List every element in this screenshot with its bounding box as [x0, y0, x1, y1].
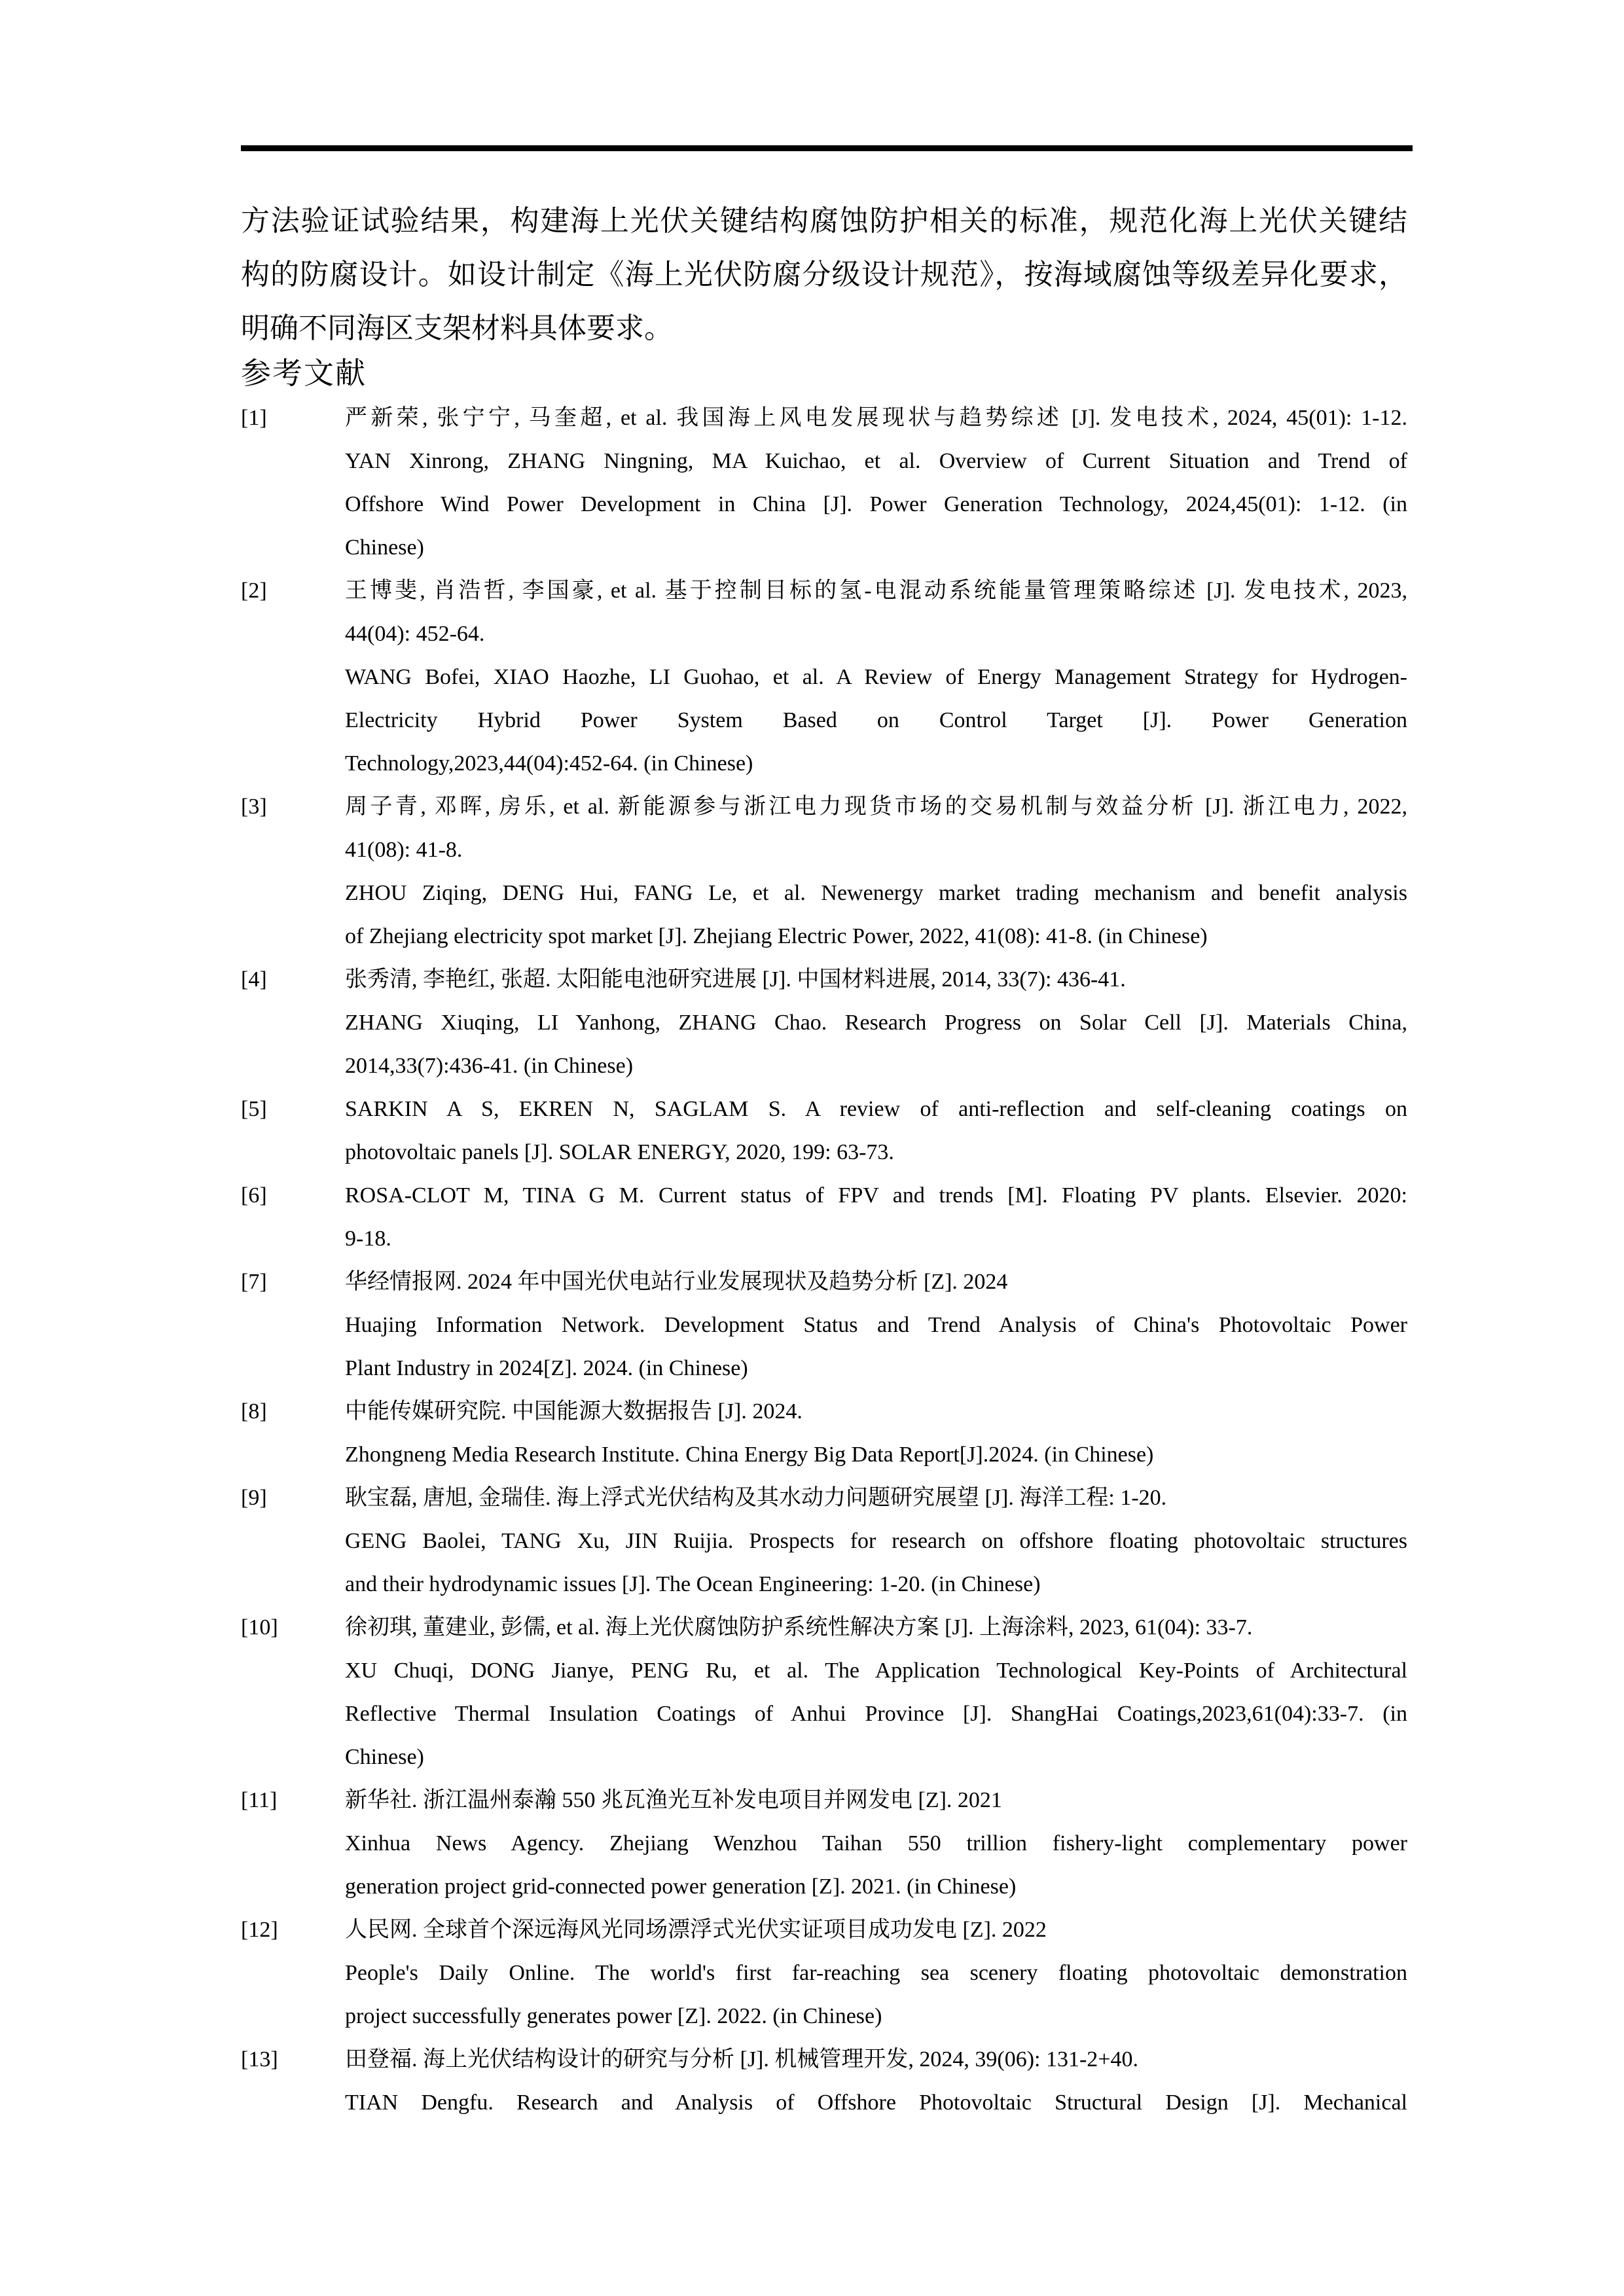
reference-entry — [241, 1390, 1407, 1477]
reference-entry — [241, 1088, 1407, 1174]
reference-number: [8] — [241, 1399, 267, 1424]
reference-entry — [241, 1779, 1407, 1909]
reference-line: 张秀清, 李艳红, 张超. 太阳能电池研究进展 [J]. 中国材料进展, 2014, 33(7): 436-41. — [345, 967, 1126, 992]
reference-text — [345, 785, 1407, 958]
reference-entry — [241, 1909, 1407, 2038]
reference-line: GENG Baolei, TANG Xu, JIN Ruijia. Prospects for research on offshore floating photovoltaic structures — [345, 1529, 1407, 1553]
reference-line: 9-18. — [345, 1227, 391, 1251]
reference-line: XU Chuqi, DONG Jianye, PENG Ru, et al. The Application Technological Key-Points of Architectural — [345, 1659, 1407, 1683]
reference-line: Plant Industry in 2024[Z]. 2024. (in Chinese) — [345, 1356, 748, 1380]
reference-line: and their hydrodynamic issues [J]. The Ocean Engineering: 1-20. (in Chinese) — [345, 1572, 1041, 1596]
reference-line: SARKIN A S, EKREN N, SAGLAM S. A review of anti-reflection and self-cleaning coatings on — [345, 1097, 1407, 1121]
reference-number: [13] — [241, 2047, 278, 2072]
reference-text — [345, 1174, 1407, 1261]
reference-line: 44(04): 452-64. — [345, 622, 485, 646]
reference-line: 人民网. 全球首个深远海风光同场漂浮式光伏实证项目成功发电 [Z]. 2022 — [345, 1918, 1047, 1942]
reference-number: [1] — [241, 406, 267, 430]
reference-line: 严新荣, 张宁宁, 马奎超, et al. 我国海上风电发展现状与趋势综述 [J]. 发电技术, 2024, 45(01): 1-12. — [345, 406, 1407, 430]
reference-line: 41(08): 41-8. — [345, 838, 463, 862]
reference-number: [3] — [241, 795, 267, 819]
reference-text — [345, 1261, 1407, 1390]
reference-line: of Zhejiang electricity spot market [J]. Zhejiang Electric Power, 2022, 41(08): 41-8. (in Chinese) — [345, 924, 1208, 948]
reference-number: [6] — [241, 1183, 267, 1208]
reference-entry — [241, 958, 1407, 1088]
reference-line: generation project grid-connected power generation [Z]. 2021. (in Chinese) — [345, 1874, 1017, 1899]
reference-entry — [241, 1261, 1407, 1390]
reference-number: [7] — [241, 1270, 267, 1294]
paragraph-line: 方法验证试验结果，构建海上光伏关键结构腐蚀防护相关的标准，规范化海上光伏关键结 — [241, 205, 1407, 237]
reference-line: 徐初琪, 董建业, 彭儒, et al. 海上光伏腐蚀防护系统性解决方案 [J]. 上海涂料, 2023, 61(04): 33-7. — [345, 1615, 1253, 1640]
reference-number: [4] — [241, 967, 267, 992]
reference-entry — [241, 785, 1407, 958]
reference-line: 耿宝磊, 唐旭, 金瑞佳. 海上浮式光伏结构及其水动力问题研究展望 [J]. 海洋工程: 1-20. — [345, 1486, 1167, 1510]
paragraph-line: 明确不同海区支架材料具体要求。 — [241, 312, 673, 344]
reference-number: [9] — [241, 1486, 267, 1510]
reference-text — [345, 958, 1407, 1088]
reference-line: WANG Bofei, XIAO Haozhe, LI Guohao, et al. A Review of Energy Management Strategy for Hydrogen- — [345, 665, 1407, 689]
reference-number: [10] — [241, 1615, 278, 1640]
reference-line: Xinhua News Agency. Zhejiang Wenzhou Taihan 550 trillion fishery-light complementary power — [345, 1831, 1407, 1856]
reference-entry — [241, 397, 1407, 569]
reference-text — [345, 1088, 1407, 1174]
reference-line: People's Daily Online. The world's first far-reaching sea scenery floating photovoltaic demonstration — [345, 1961, 1407, 1985]
reference-entry — [241, 1174, 1407, 1261]
reference-line: Zhongneng Media Research Institute. China Energy Big Data Report[J].2024. (in Chinese) — [345, 1443, 1154, 1467]
reference-number: [12] — [241, 1918, 278, 1942]
reference-number: [5] — [241, 1097, 267, 1121]
references-list — [241, 397, 1407, 2125]
reference-line: YAN Xinrong, ZHANG Ningning, MA Kuichao, et al. Overview of Current Situation and Trend of — [345, 449, 1407, 473]
reference-text — [345, 1606, 1407, 1779]
header-rule — [241, 145, 1413, 151]
reference-line: Chinese) — [345, 1745, 424, 1769]
reference-line: TIAN Dengfu. Research and Analysis of Offshore Photovoltaic Structural Design [J]. Mechanical — [345, 2090, 1407, 2115]
reference-line: ROSA-CLOT M, TINA G M. Current status of FPV and trends [M]. Floating PV plants. Elsevier. 2020: — [345, 1183, 1407, 1208]
reference-number: [11] — [241, 1788, 278, 1812]
reference-text — [345, 1477, 1407, 1606]
reference-line: ZHOU Ziqing, DENG Hui, FANG Le, et al. Newenergy market trading mechanism and benefit analysis — [345, 881, 1407, 905]
reference-line: 王博斐, 肖浩哲, 李国豪, et al. 基于控制目标的氢-电混动系统能量管理策略综述 [J]. 发电技术, 2023, — [345, 579, 1407, 603]
references-heading: 参考文献 — [241, 357, 367, 390]
reference-text — [345, 1909, 1407, 2038]
reference-text — [345, 569, 1407, 785]
reference-entry — [241, 569, 1407, 785]
reference-line: 周子青, 邓晖, 房乐, et al. 新能源参与浙江电力现货市场的交易机制与效益分析 [J]. 浙江电力, 2022, — [345, 795, 1407, 819]
reference-line: Reflective Thermal Insulation Coatings of Anhui Province [J]. ShangHai Coatings,2023,61(04):33-7. (in — [345, 1702, 1407, 1726]
reference-line: project successfully generates power [Z]. 2022. (in Chinese) — [345, 2004, 882, 2028]
reference-text — [345, 397, 1407, 569]
reference-line: Offshore Wind Power Development in China [J]. Power Generation Technology, 2024,45(01): 1-12. (in — [345, 492, 1407, 516]
reference-line: Chinese) — [345, 535, 424, 560]
reference-line: 2014,33(7):436-41. (in Chinese) — [345, 1054, 634, 1078]
reference-line: 田登福. 海上光伏结构设计的研究与分析 [J]. 机械管理开发, 2024, 39(06): 131-2+40. — [345, 2047, 1138, 2072]
reference-line: 华经情报网. 2024 年中国光伏电站行业发展现状及趋势分析 [Z]. 2024 — [345, 1270, 1008, 1294]
reference-entry — [241, 1606, 1407, 1779]
reference-line: photovoltaic panels [J]. SOLAR ENERGY, 2020, 199: 63-73. — [345, 1140, 894, 1164]
reference-line: Electricity Hybrid Power System Based on Control Target [J]. Power Generation — [345, 708, 1407, 732]
reference-text — [345, 1390, 1407, 1477]
reference-number: [2] — [241, 579, 267, 603]
reference-text — [345, 1779, 1407, 1909]
reference-text — [345, 2038, 1407, 2125]
reference-line: 中能传媒研究院. 中国能源大数据报告 [J]. 2024. — [345, 1399, 803, 1424]
reference-line: Huajing Information Network. Development Status and Trend Analysis of China's Photovoltaic Power — [345, 1313, 1407, 1337]
reference-entry — [241, 2038, 1407, 2125]
reference-line: Technology,2023,44(04):452-64. (in Chinese) — [345, 751, 753, 776]
paragraph-line: 构的防腐设计。如设计制定《海上光伏防腐分级设计规范》，按海域腐蚀等级差异化要求， — [241, 259, 1407, 291]
body-paragraph — [241, 194, 1407, 355]
reference-line: ZHANG Xiuqing, LI Yanhong, ZHANG Chao. Research Progress on Solar Cell [J]. Materials China, — [345, 1011, 1407, 1035]
reference-entry — [241, 1477, 1407, 1606]
reference-line: 新华社. 浙江温州泰瀚 550 兆瓦渔光互补发电项目并网发电 [Z]. 2021 — [345, 1788, 1002, 1812]
